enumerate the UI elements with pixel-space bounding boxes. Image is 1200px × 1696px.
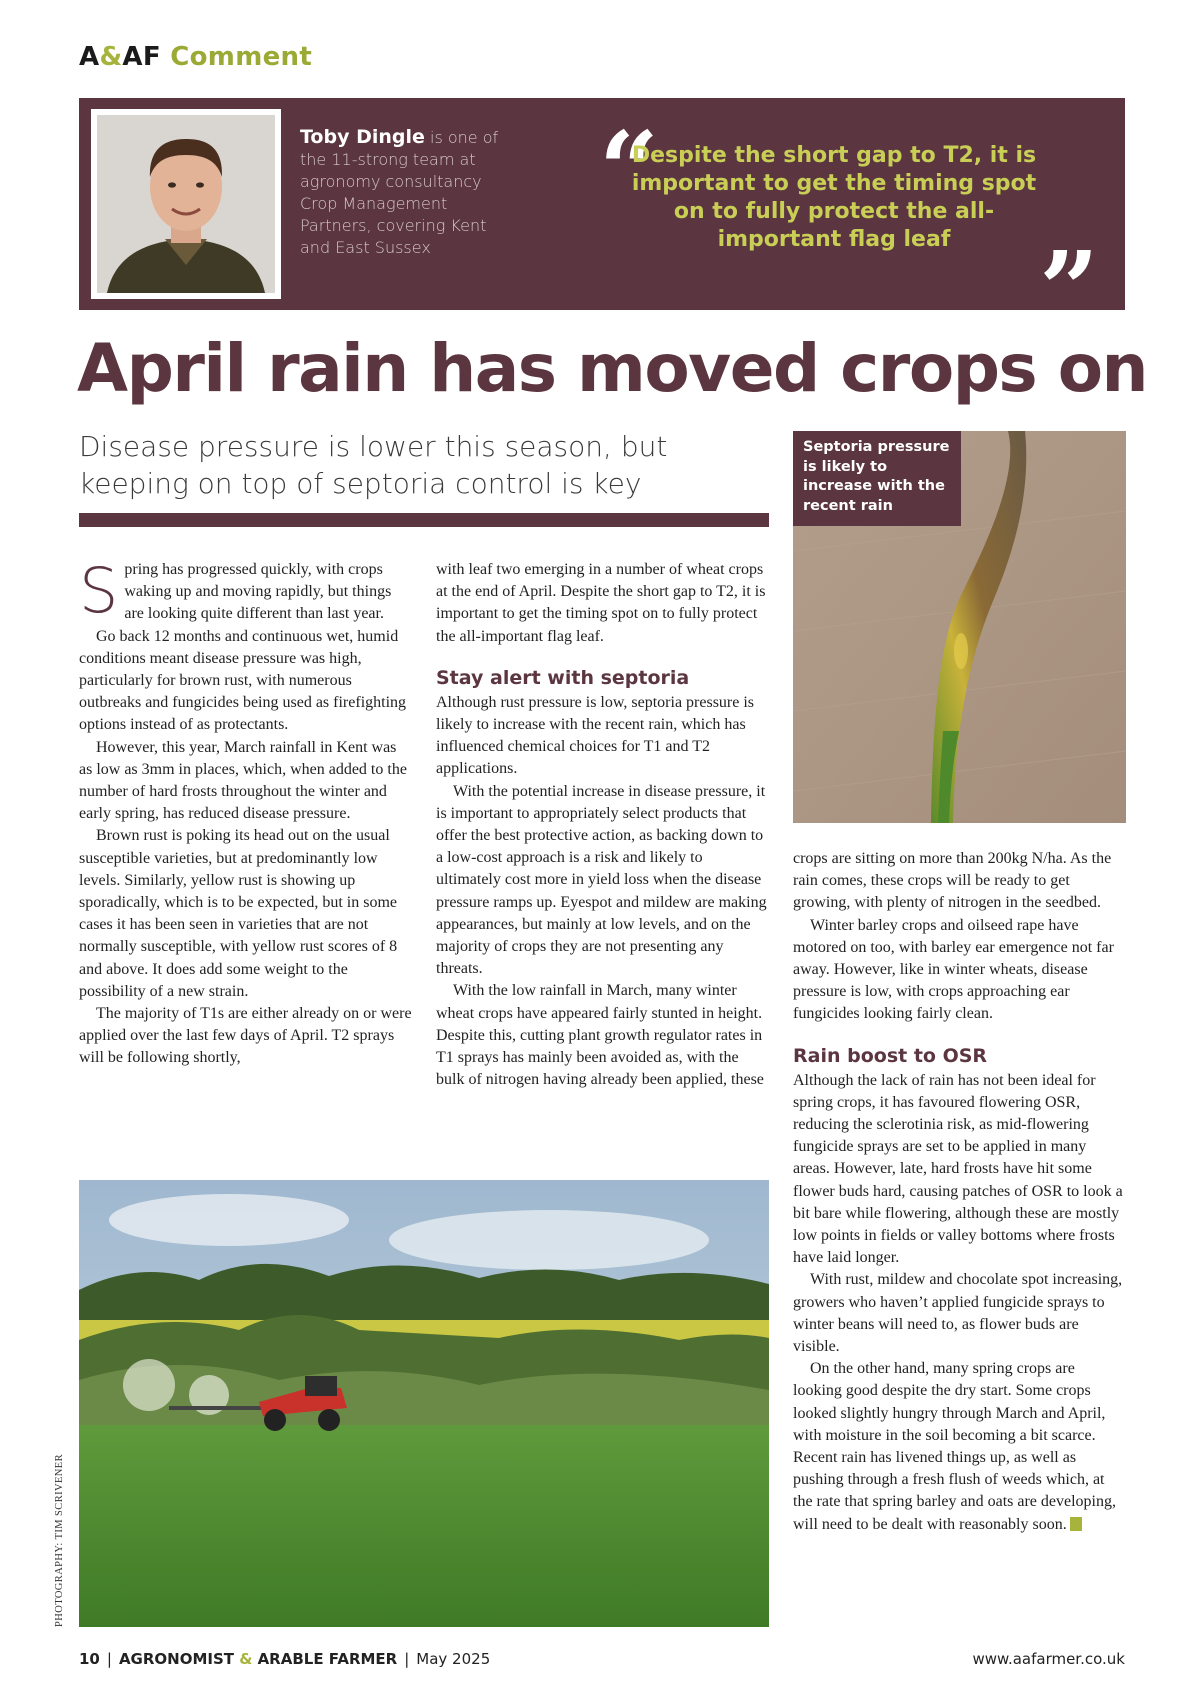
article-paragraph: With the potential increase in disease pressure, it is important to appropriately select products that offer the best protective action, as backing down to a low-cost approach is a risk and likely to ultimately cost more in yield loss when the disease pressure ramps up. Eyespot and mildew are making appearances, but mainly at low levels, and on the majority of crops they are not presenting any threats. [436, 782, 767, 978]
section-label: Comment [170, 42, 313, 72]
close-quote-mark: ” [1039, 228, 1099, 351]
magazine-name [119, 1650, 397, 1668]
opening-text: pring has progressed quickly, with crops waking up and moving rapidly, but things are looking quite different than last year. [124, 561, 392, 623]
open-quote-mark: “ [599, 108, 659, 231]
brand-ampersand: & [99, 42, 123, 72]
article-paragraph: The majority of T1s are either already on or were applied over the last few days of April. T2 sprays will be following shortly, [79, 1005, 412, 1067]
article-paragraph [79, 554, 412, 627]
footer-separator: | [106, 1650, 112, 1668]
article-paragraph [793, 1358, 1126, 1536]
field-sprayer-photo [79, 1180, 769, 1627]
article-paragraph: With the low rainfall in March, many winter wheat crops have appeared fairly stunted in height. Despite this, cutting plant growth regulator rates in T1 sprays has mainly been avoided as, with the bulk of nitrogen having already been applied, these [436, 982, 764, 1089]
author-name: Toby Dingle [300, 126, 425, 148]
article-paragraph: With rust, mildew and chocolate spot increasing, growers who haven’t applied fungicide sprays to winter beans will need to, as flower buds are visible. [793, 1271, 1123, 1356]
website-url[interactable]: www.aafarmer.co.uk [972, 1650, 1125, 1668]
footer-separator: | [404, 1650, 410, 1668]
magazine-name-a: AGRONOMIST [118, 1650, 235, 1668]
page-number: 10 [79, 1650, 100, 1668]
article-paragraph: However, this year, March rainfall in Kent was as low as 3mm in places, which, when added to the number of hard frosts throughout the winter and early spring, has reduced disease pressure. [79, 738, 407, 823]
headline: April rain has moved crops on [77, 330, 1148, 407]
magazine-ampersand: & [239, 1650, 253, 1668]
pull-quote [599, 108, 1099, 351]
closing-text: On the other hand, many spring crops are looking good despite the dry start. Some crops looked slightly hungry through March and April, with moisture in the soil becoming a bit scarce. Recent rain has livened things up, as well as pushing through a fresh flush of weeds which, at the rate that spring barley and oats are developing, will need to be dealt with reasonably soon. [793, 1360, 1116, 1533]
subheading-septoria: Stay alert with septoria [436, 666, 690, 689]
article-paragraph: crops are sitting on more than 200kg N/ha. As the rain comes, these crops will be ready to get growing, with plenty of nitrogen in the seedbed. [793, 850, 1112, 912]
article-paragraph: Winter barley crops and oilseed rape have motored on too, with barley ear emergence not far away. However, like in winter wheats, disease pressure is low, with crops approaching ear fungicides looking fairly clean. [793, 916, 1114, 1023]
article-column-2 [436, 559, 769, 1091]
leaf-photo-caption: Septoria pressure is likely to increase with the recent rain [793, 431, 961, 526]
author-banner [79, 98, 1125, 351]
author-bio [300, 126, 500, 259]
brand-b: AF [122, 42, 161, 72]
author-description: is one of the 11-strong team at agronomy consultancy Crop Management Partners, covering Kent and East Sussex [300, 128, 499, 257]
article-column-1 [79, 554, 412, 1070]
end-mark-icon [1070, 1517, 1082, 1531]
article-column-3 [793, 848, 1126, 1536]
issue-date: May 2025 [416, 1650, 491, 1668]
section-tag [79, 42, 312, 72]
magazine-name-b: ARABLE FARMER [257, 1650, 398, 1668]
author-portrait [91, 109, 281, 299]
article-paragraph: with leaf two emerging in a number of wheat crops at the end of April. Despite the short gap to T2, it is important to get the timing spot on to fully protect the all-important flag leaf. [436, 561, 766, 645]
article-paragraph: Although rust pressure is low, septoria pressure is likely to increase with the recent rain, which has influenced chemical choices for T1 and T2 applications. [436, 693, 755, 778]
article-paragraph: Although the lack of rain has not been ideal for spring crops, it has favoured flowering OSR, reducing the sclerotinia risk, as mid-flowering fungicide sprays are set to be applied in many areas. However, late, hard frosts have hit some flower buds hard, causing patches of OSR to look a bit bare while flowering, although these are mostly low points in fields or valley bottoms where frosts have laid longer. [793, 1071, 1123, 1267]
standfirst: Disease pressure is lower this season, but keeping on top of septoria control is key [79, 430, 668, 500]
pull-quote-text: Despite the short gap to T2, it is important to get the timing spot on to fully protect the all-important flag leaf [631, 143, 1037, 252]
sprayer-in-field-image [79, 1180, 769, 1627]
brand-a: A [79, 42, 100, 72]
author-portrait-image [97, 115, 275, 293]
photo-credit: PHOTOGRAPHY: TIM SCRIVENER [54, 1454, 65, 1627]
leaf-photo [793, 431, 1126, 823]
divider-rule [79, 513, 769, 527]
article-paragraph: Go back 12 months and continuous wet, humid conditions meant disease pressure was high, particularly for brown rust, with numerous outbreaks and fungicides being used as firefighting options instead of as protectants. [79, 627, 407, 734]
subheading-osr: Rain boost to OSR [793, 1044, 988, 1067]
drop-cap: S [79, 554, 119, 627]
article-paragraph: Brown rust is poking its head out on the usual susceptible varieties, but at predominantly low levels. Similarly, yellow rust is showing up sporadically, which is to be expected, but in some cases it has been seen in varieties that are not normally susceptible, with yellow rust scores of 8 and above. It does add some weight to the possibility of a new strain. [79, 827, 398, 1000]
page-footer [79, 1650, 1125, 1674]
